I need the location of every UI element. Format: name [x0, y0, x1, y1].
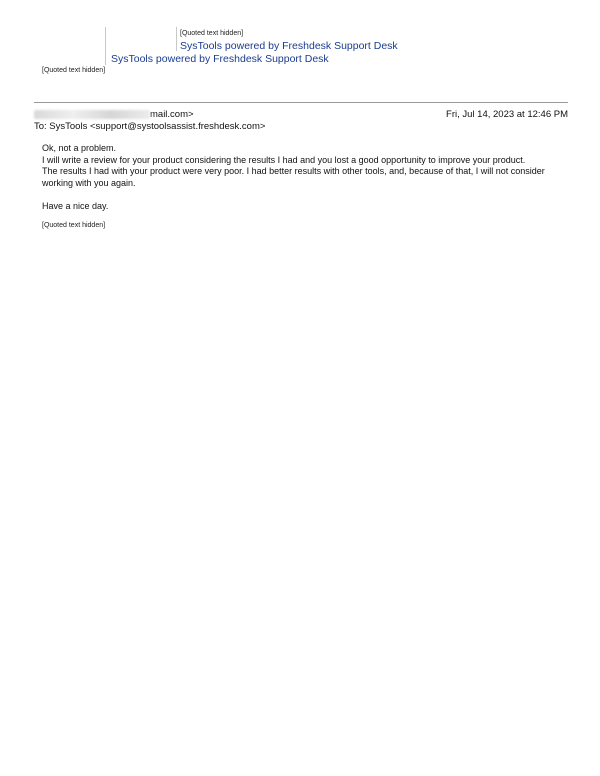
message-body: [42, 143, 562, 212]
recipient-line: To: SysTools <support@systoolsassist.freshdesk.com>: [34, 121, 266, 132]
sender-line: [34, 109, 194, 120]
message-divider: [34, 102, 568, 103]
body-line: Ok, not a problem.: [42, 143, 117, 153]
quote-bar-inner: [176, 27, 177, 51]
redacted-sender-name: [34, 110, 150, 119]
quoted-text-hidden-inner[interactable]: [Quoted text hidden]: [180, 30, 244, 37]
body-line: I will write a review for your product considering the results I had and you lost a good opportunity to improve your product.: [42, 154, 526, 165]
body-line: The results I had with your product were very poor. I had better results with other tools, and, because of that, I will not consider working with you again.: [42, 166, 545, 188]
signature-link-outer[interactable]: SysTools powered by Freshdesk Support Desk: [111, 53, 329, 65]
quoted-text-hidden-footer[interactable]: [Quoted text hidden]: [42, 222, 106, 229]
closing-line: Have a nice day.: [42, 200, 109, 211]
quote-bar-outer: [105, 27, 106, 65]
quoted-text-hidden-outer[interactable]: [Quoted text hidden]: [42, 67, 106, 74]
message-date: Fri, Jul 14, 2023 at 12:46 PM: [446, 109, 568, 120]
sender-email-suffix: mail.com>: [150, 109, 194, 120]
signature-link-inner[interactable]: SysTools powered by Freshdesk Support Desk: [180, 40, 398, 52]
